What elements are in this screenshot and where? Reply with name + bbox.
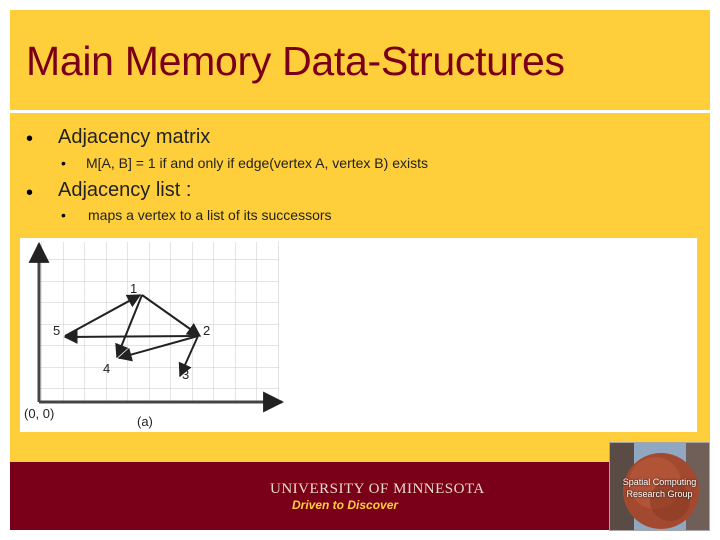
figure-caption: (a) — [137, 414, 153, 429]
vertex-label-5: 5 — [53, 323, 61, 338]
bullet-adjacency-list: Adjacency list : — [58, 179, 192, 201]
sub-bullet-matrix-definition: M[A, B] = 1 if and only if edge(vertex A, vertex B) exists — [86, 155, 428, 171]
university-tagline: Driven to Discover — [292, 498, 399, 512]
sub-bullet-marker: • — [61, 207, 66, 223]
sub-bullet-list-definition: maps a vertex to a list of its successors — [88, 207, 332, 223]
sub-bullet-marker: • — [61, 155, 66, 171]
university-name: UNIVERSITY OF MINNESOTA — [270, 481, 485, 497]
research-group-logo — [609, 442, 710, 531]
vertex-label-4: 4 — [103, 361, 111, 376]
graph-figure — [20, 238, 697, 432]
logo-text-line-1: Spatial Computing — [622, 477, 697, 487]
bullet-marker: • — [26, 128, 34, 150]
grid-background — [39, 242, 279, 402]
vertex-label-1: 1 — [130, 281, 138, 296]
vertex-label-2: 2 — [203, 323, 211, 338]
origin-label: (0, 0) — [24, 406, 55, 421]
vertex-label-3: 3 — [182, 367, 190, 382]
bullet-adjacency-matrix: Adjacency matrix — [58, 126, 211, 148]
slide-title: Main Memory Data-Structures — [26, 38, 565, 84]
logo-text-line-2: Research Group — [626, 489, 693, 499]
bullet-marker: • — [26, 182, 34, 204]
graph-diagram — [20, 238, 697, 432]
edge-2-5 — [65, 336, 198, 337]
